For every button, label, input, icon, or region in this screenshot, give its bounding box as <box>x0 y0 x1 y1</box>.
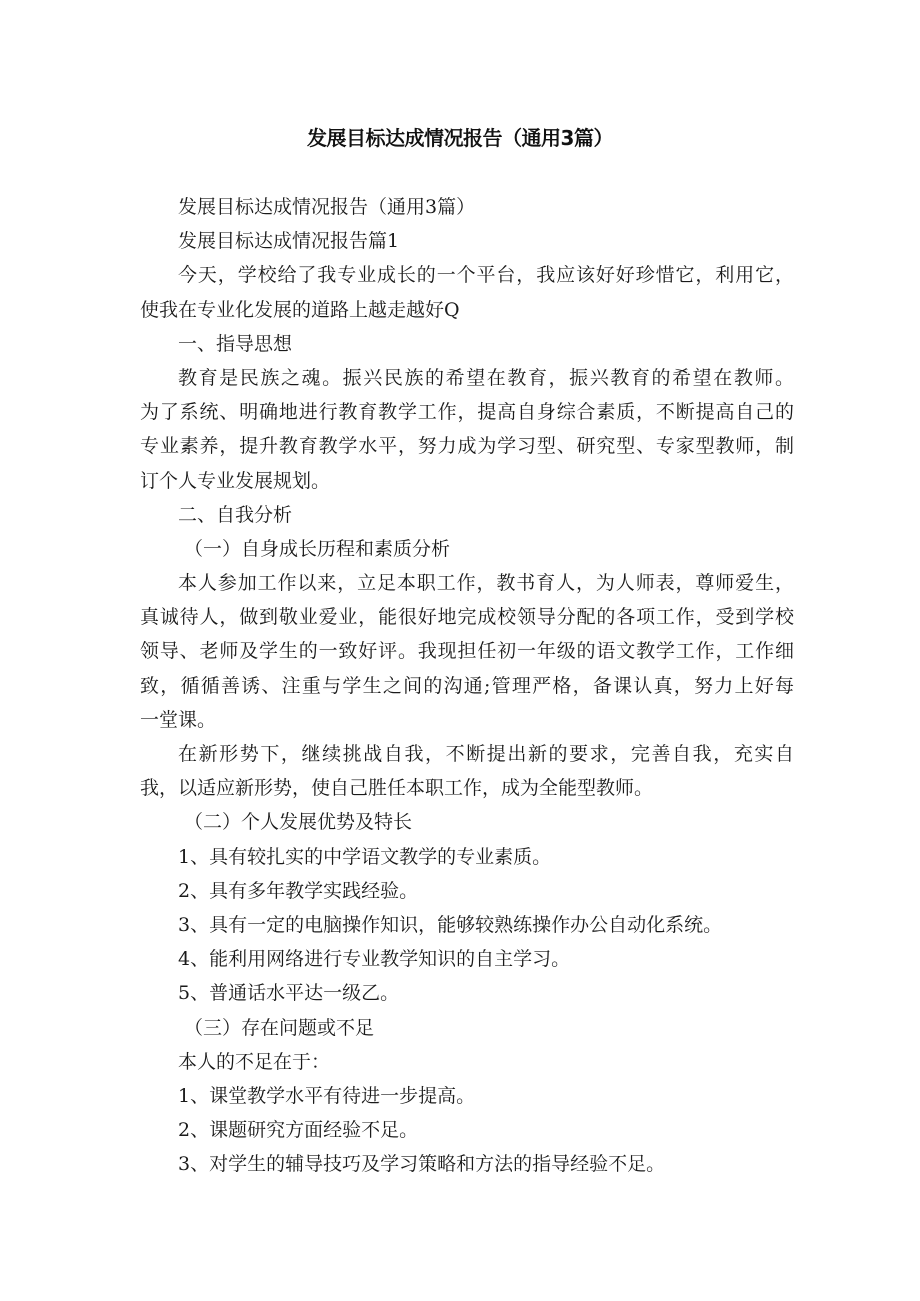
text-line: 一堂课。 <box>140 708 217 731</box>
paragraph <box>140 258 794 326</box>
list-item <box>140 1113 794 1147</box>
list-item <box>140 908 794 942</box>
paragraph <box>140 566 794 737</box>
heading <box>140 190 794 224</box>
heading <box>140 805 794 839</box>
text-line: 5、普通话水平达一级乙。 <box>178 982 400 1005</box>
text-line: 致，循循善诱、注重与学生之间的沟通;管理严格，备课认真，努力上好每 <box>140 674 794 697</box>
text-line: 3、具有一定的电脑操作知识，能够较熟练操作办公自动化系统。 <box>178 913 723 936</box>
text-line: （三）存在问题或不足 <box>184 1016 375 1039</box>
text-line: 我，以适应新形势，使自己胜任本职工作，成为全能型教师。 <box>140 777 654 800</box>
text-line: 订个人专业发展规划。 <box>140 469 331 492</box>
text-line: 今天，学校给了我专业成长的一个平台，我应该好好珍惜它，利用它， <box>178 264 794 287</box>
text-line: 二、自我分析 <box>178 503 293 526</box>
text-line: 真诚待人，做到敬业爱业，能很好地完成校领导分配的各项工作，受到学校 <box>140 606 794 629</box>
text-line: 1、课堂教学水平有待进一步提高。 <box>178 1084 476 1107</box>
text-line: 本人的不足在于： <box>178 1050 331 1073</box>
paragraph <box>140 361 794 498</box>
heading <box>140 1011 794 1045</box>
paragraph <box>140 1045 794 1079</box>
list-item <box>140 874 794 908</box>
list-item <box>140 1147 794 1181</box>
text-line: （二）个人发展优势及特长 <box>184 811 413 834</box>
list-item <box>140 1079 794 1113</box>
text-line: 使我在专业化发展的道路上越走越好Q <box>140 298 460 321</box>
list-item <box>140 976 794 1010</box>
text-line: 一、指导思想 <box>178 332 293 355</box>
text-line: 为了系统、明确地进行教育教学工作，提高自身综合素质，不断提高自己的 <box>140 401 794 424</box>
text-line: 4、能利用网络进行专业教学知识的自主学习。 <box>178 948 571 971</box>
text-line: 3、对学生的辅导技巧及学习策略和方法的指导经验不足。 <box>178 1153 666 1176</box>
heading <box>140 532 794 566</box>
document-body <box>140 190 794 1181</box>
text-line: 领导、老师及学生的一致好评。我现担任初一年级的语文教学工作，工作细 <box>140 640 794 663</box>
heading <box>140 224 794 258</box>
text-line: 发展目标达成情况报告篇1 <box>178 230 400 253</box>
paragraph <box>140 737 794 805</box>
list-item <box>140 840 794 874</box>
text-line: 2、课题研究方面经验不足。 <box>178 1119 419 1142</box>
text-line: 2、具有多年教学实践经验。 <box>178 879 419 902</box>
text-line: 教育是民族之魂。振兴民族的希望在教育，振兴教育的希望在教师。 <box>178 366 794 389</box>
heading <box>140 498 794 532</box>
text-line: 本人参加工作以来，立足本职工作，教书育人，为人师表，尊师爱生， <box>178 572 794 595</box>
heading <box>140 327 794 361</box>
text-line: （一）自身成长历程和素质分析 <box>184 537 451 560</box>
text-line: 专业素养，提升教育教学水平，努力成为学习型、研究型、专家型教师，制 <box>140 435 794 458</box>
text-line: 在新形势下，继续挑战自我，不断提出新的要求，完善自我，充实自 <box>178 743 794 765</box>
list-item <box>140 942 794 976</box>
text-line: 发展目标达成情况报告（通用3篇） <box>178 196 476 218</box>
text-line: 1、具有较扎实的中学语文教学的专业素质。 <box>178 845 552 868</box>
document-title: 发展目标达成情况报告（通用3篇） <box>307 126 613 150</box>
